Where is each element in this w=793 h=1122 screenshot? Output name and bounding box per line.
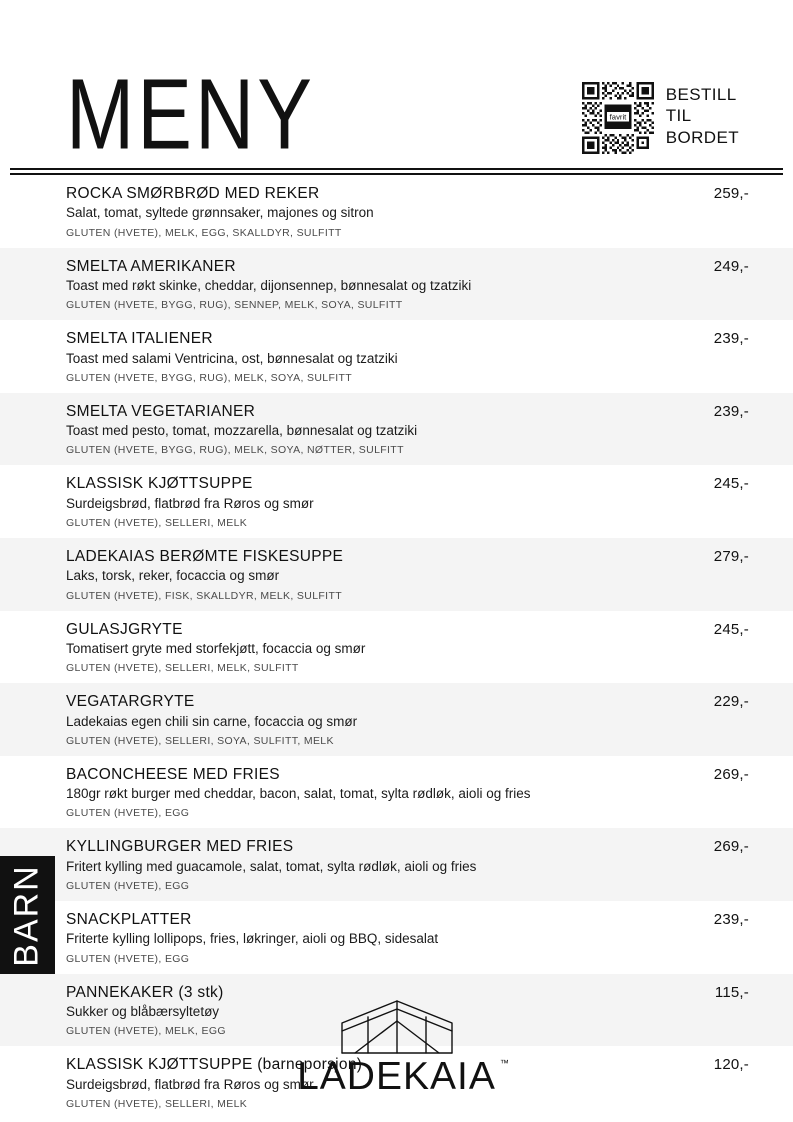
menu-item-price: 269,- — [713, 838, 749, 856]
menu-item-name: SNACKPLATTER — [66, 910, 192, 928]
menu-item-name: ROCKA SMØRBRØD MED REKER — [66, 185, 320, 202]
menu-item-name: SMELTA VEGETARIANER — [66, 402, 256, 420]
menu-item-row — [0, 465, 793, 538]
menu-item-text — [66, 692, 683, 747]
menu-item-price: 239,- — [713, 910, 749, 928]
footer-logo — [0, 997, 793, 1096]
order-to-table-text — [666, 82, 739, 148]
menu-item-price: 259,- — [713, 185, 749, 202]
menu-item-allergens: GLUTEN (HVETE), SELLERI, MELK — [66, 1097, 248, 1110]
menu-item-price: 115,- — [714, 983, 749, 1001]
menu-item-price: 239,- — [713, 402, 749, 420]
menu-item-row — [0, 901, 793, 974]
menu-item-allergens: GLUTEN (HVETE, BYGG, RUG), MELK, SOYA, NØTTER, SULFITT — [66, 444, 404, 457]
menu-item-row — [0, 175, 793, 248]
menu-item-allergens: GLUTEN (HVETE), SELLERI, SOYA, SULFITT, MELK — [66, 734, 334, 747]
page-header — [0, 0, 793, 171]
menu-item-name: GULASJGRYTE — [66, 620, 183, 638]
menu-list — [0, 175, 793, 1119]
menu-item-price: 239,- — [713, 330, 749, 348]
menu-item-text — [66, 547, 683, 602]
menu-item-price: 120,- — [713, 1056, 749, 1074]
menu-item-row — [0, 320, 793, 393]
kids-section-tab — [0, 856, 55, 974]
brand-name — [297, 1055, 509, 1098]
order-to-table-block — [582, 58, 745, 154]
menu-item-price: 269,- — [713, 765, 749, 783]
menu-item-description: Ladekaias egen chili sin carne, focaccia og smør — [66, 713, 358, 729]
menu-item-description: Surdeigsbrød, flatbrød fra Røros og smør — [66, 1076, 314, 1092]
menu-item-description: Toast med salami Ventricina, ost, bønnesalat og tzatziki — [66, 350, 398, 366]
menu-item-text — [66, 474, 683, 529]
menu-item-description: Salat, tomat, syltede grønnsaker, majones og sitron — [66, 205, 374, 221]
menu-item-name: KLASSISK KJØTTSUPPE — [66, 475, 253, 493]
menu-item-price: 245,- — [713, 620, 749, 638]
menu-item-description: Friterte kylling lollipops, fries, løkringer, aioli og BBQ, sidesalat — [66, 931, 439, 947]
menu-item-text — [66, 329, 683, 384]
menu-item-name: PANNEKAKER (3 stk) — [66, 983, 224, 1001]
ladekaia-roof-icon — [322, 997, 472, 1055]
kids-section-label: BARN — [8, 863, 46, 967]
page-title: MENY — [66, 59, 315, 171]
menu-item-description: Toast med røkt skinke, cheddar, dijonsennep, bønnesalat og tzatziki — [66, 277, 472, 293]
order-line-2: TIL — [665, 106, 692, 126]
menu-item-text — [66, 837, 683, 892]
menu-item-text — [66, 620, 683, 675]
menu-item-row — [0, 393, 793, 466]
menu-item-price: 279,- — [713, 547, 749, 565]
menu-item-allergens: GLUTEN (HVETE), SELLERI, MELK, SULFITT — [66, 662, 299, 675]
menu-item-description: Tomatisert gryte med storfekjøtt, focaccia og smør — [66, 640, 366, 656]
menu-item-name: KYLLINGBURGER MED FRIES — [66, 838, 294, 856]
menu-item-price: 245,- — [713, 475, 749, 493]
menu-item-description: Laks, torsk, reker, focaccia og smør — [66, 568, 280, 584]
order-line-1: BESTILL — [665, 85, 737, 104]
menu-item-allergens: GLUTEN (HVETE), EGG — [66, 807, 190, 820]
menu-item-name: SMELTA AMERIKANER — [66, 257, 236, 275]
menu-item-name: LADEKAIAS BERØMTE FISKESUPPE — [66, 547, 344, 565]
menu-item-description: Toast med pesto, tomat, mozzarella, bønnesalat og tzatziki — [66, 423, 418, 439]
menu-item-text — [66, 402, 683, 457]
menu-item-allergens: GLUTEN (HVETE), FISK, SKALLDYR, MELK, SULFITT — [66, 589, 342, 602]
brand-name-text: LADEKAIA — [297, 1055, 496, 1098]
menu-item-text — [66, 257, 683, 312]
menu-item-text — [66, 765, 683, 820]
menu-item-row — [0, 611, 793, 684]
menu-item-description: Sukker og blåbærsyltetøy — [66, 1003, 220, 1019]
menu-item-name: VEGATARGRYTE — [66, 693, 195, 711]
trademark-symbol: ™ — [499, 1058, 509, 1068]
menu-item-row — [0, 756, 793, 829]
menu-item-name: SMELTA ITALIENER — [66, 330, 213, 348]
menu-item-row — [0, 538, 793, 611]
order-line-3: BORDET — [665, 127, 739, 147]
menu-item-name: BACONCHEESE MED FRIES — [66, 765, 280, 783]
menu-item-allergens: GLUTEN (HVETE), EGG — [66, 879, 190, 892]
menu-item-price: 229,- — [713, 693, 749, 711]
menu-item-row — [0, 828, 793, 901]
menu-item-allergens: GLUTEN (HVETE), SELLERI, MELK — [66, 516, 248, 529]
svg-text:favrit: favrit — [609, 112, 627, 122]
menu-item-description: 180gr røkt burger med cheddar, bacon, salat, tomat, sylta rødløk, aioli og fries — [66, 786, 531, 802]
menu-item-allergens: GLUTEN (HVETE), MELK, EGG, SKALLDYR, SULFITT — [66, 226, 342, 239]
menu-item-price: 249,- — [713, 257, 749, 275]
menu-item-name: KLASSISK KJØTTSUPPE (barneporsjon) — [66, 1056, 363, 1074]
menu-item-description: Surdeigsbrød, flatbrød fra Røros og smør — [66, 495, 314, 511]
menu-item-description: Fritert kylling med guacamole, salat, tomat, sylta rødløk, aioli og fries — [66, 858, 477, 874]
menu-item-allergens: GLUTEN (HVETE), EGG — [66, 952, 190, 965]
menu-item-text — [66, 910, 683, 965]
menu-item-allergens: GLUTEN (HVETE), MELK, EGG — [66, 1025, 226, 1038]
menu-item-allergens: GLUTEN (HVETE, BYGG, RUG), SENNEP, MELK, SOYA, SULFITT — [66, 299, 403, 312]
menu-item-text — [66, 184, 683, 239]
menu-item-row — [0, 683, 793, 756]
menu-item-allergens: GLUTEN (HVETE, BYGG, RUG), MELK, SOYA, SULFITT — [66, 371, 353, 384]
qr-code-icon[interactable] — [582, 82, 654, 154]
menu-item-row — [0, 248, 793, 321]
